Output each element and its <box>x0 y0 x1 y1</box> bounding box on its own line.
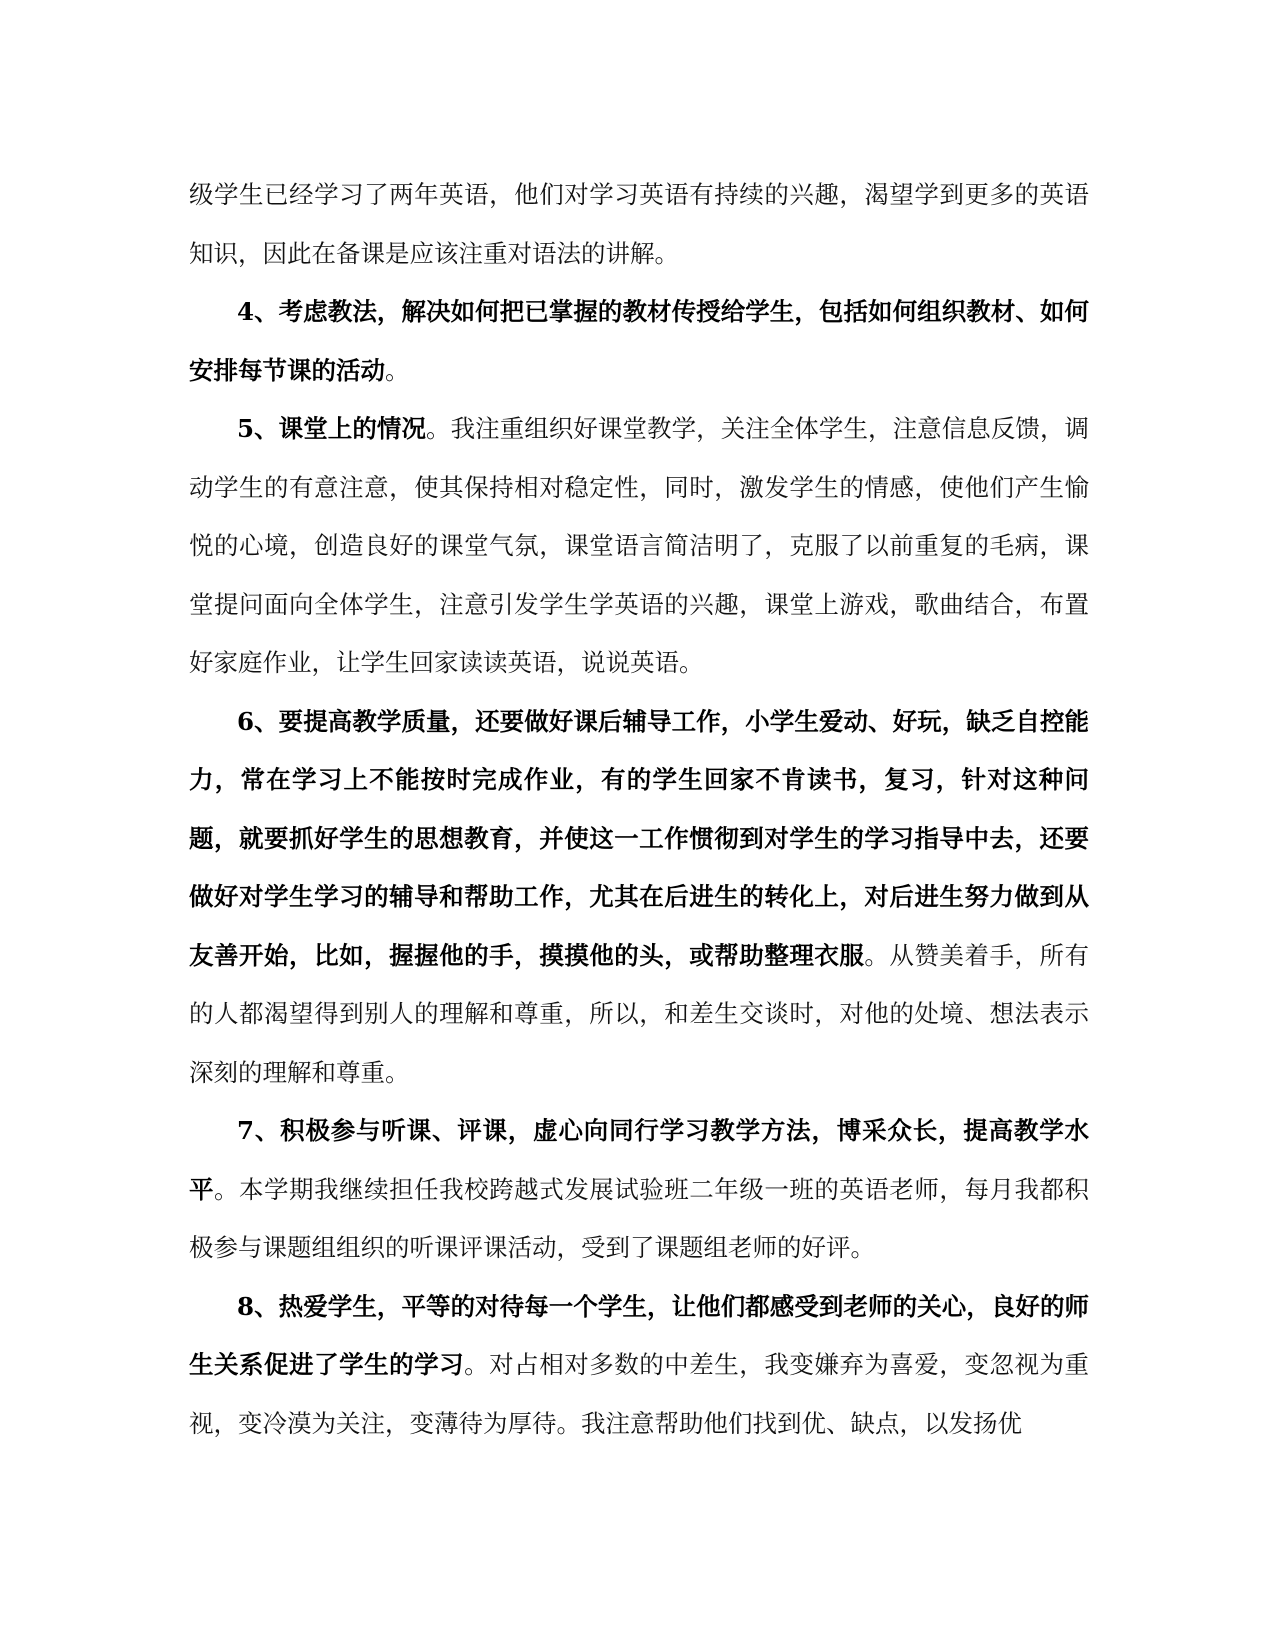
paragraph-item-7 <box>189 1102 1089 1278</box>
document-body <box>189 166 1089 1453</box>
paragraph-text: 级学生已经学习了两年英语，他们对学习英语有持续的兴趣，渴望学到更多的英语知识，因此在备课是应该注重对语法的讲解。 <box>189 180 1089 268</box>
paragraph-bold-lead: 7、积极参与听课、评课，虚心向同行学习教学方法，博采众长，提高教学水平 <box>189 1116 1089 1204</box>
paragraph-item-8 <box>189 1278 1089 1454</box>
paragraph-bold-lead: 6、要提高教学质量，还要做好课后辅导工作，小学生爱动、好玩，缺乏自控能力，常在学习上不能按时完成作业，有的学生回家不肯读书，复习，针对这种问题，就要抓好学生的思想教育，并使这一工作惯彻到对学生的学习指导中去，还要做好对学生学习的辅导和帮助工作，尤其在后进生的转化上，对后进生努力做到从友善开始，比如，握握他的手，摸摸他的头，或帮助整理衣服 <box>189 706 1089 970</box>
paragraph-text: 。我注重组织好课堂教学，关注全体学生，注意信息反馈，调动学生的有意注意，使其保持相对稳定性，同时，激发学生的情感，使他们产生愉悦的心境，创造良好的课堂气氛，课堂语言简洁明了，克服了以前重复的毛病，课堂提问面向全体学生，注意引发学生学英语的兴趣，课堂上游戏，歌曲结合，布置好家庭作业，让学生回家读读英语，说说英语。 <box>189 414 1090 677</box>
paragraph-bold-lead: 4、考虑教法，解决如何把已掌握的教材传授给学生，包括如何组织教材、如何安排每节课的活动 <box>189 297 1089 385</box>
paragraph-item-4 <box>189 283 1089 400</box>
paragraph-bold-lead: 8、热爱学生，平等的对待每一个学生，让他们都感受到老师的关心，良好的师生关系促进了学生的学习 <box>189 1291 1089 1379</box>
paragraph-text: 。对占相对多数的中差生，我变嫌弃为喜爱，变忽视为重视，变冷漠为关注，变薄待为厚待。我注意帮助他们找到优、缺点，以发扬优 <box>189 1350 1089 1438</box>
paragraph-item-6 <box>189 693 1089 1103</box>
paragraph-continuation <box>189 166 1089 283</box>
paragraph-text: 。从赞美着手，所有的人都渴望得到别人的理解和尊重，所以，和差生交谈时，对他的处境、想法表示深刻的理解和尊重。 <box>189 940 1090 1087</box>
paragraph-text: 。本学期我继续担任我校跨越式发展试验班二年级一班的英语老师，每月我都积极参与课题组组织的听课评课活动，受到了课题组老师的好评。 <box>189 1174 1089 1262</box>
paragraph-bold-lead: 5、课堂上的情况 <box>237 414 427 443</box>
paragraph-item-5 <box>189 400 1089 693</box>
paragraph-text: 。 <box>385 355 410 385</box>
